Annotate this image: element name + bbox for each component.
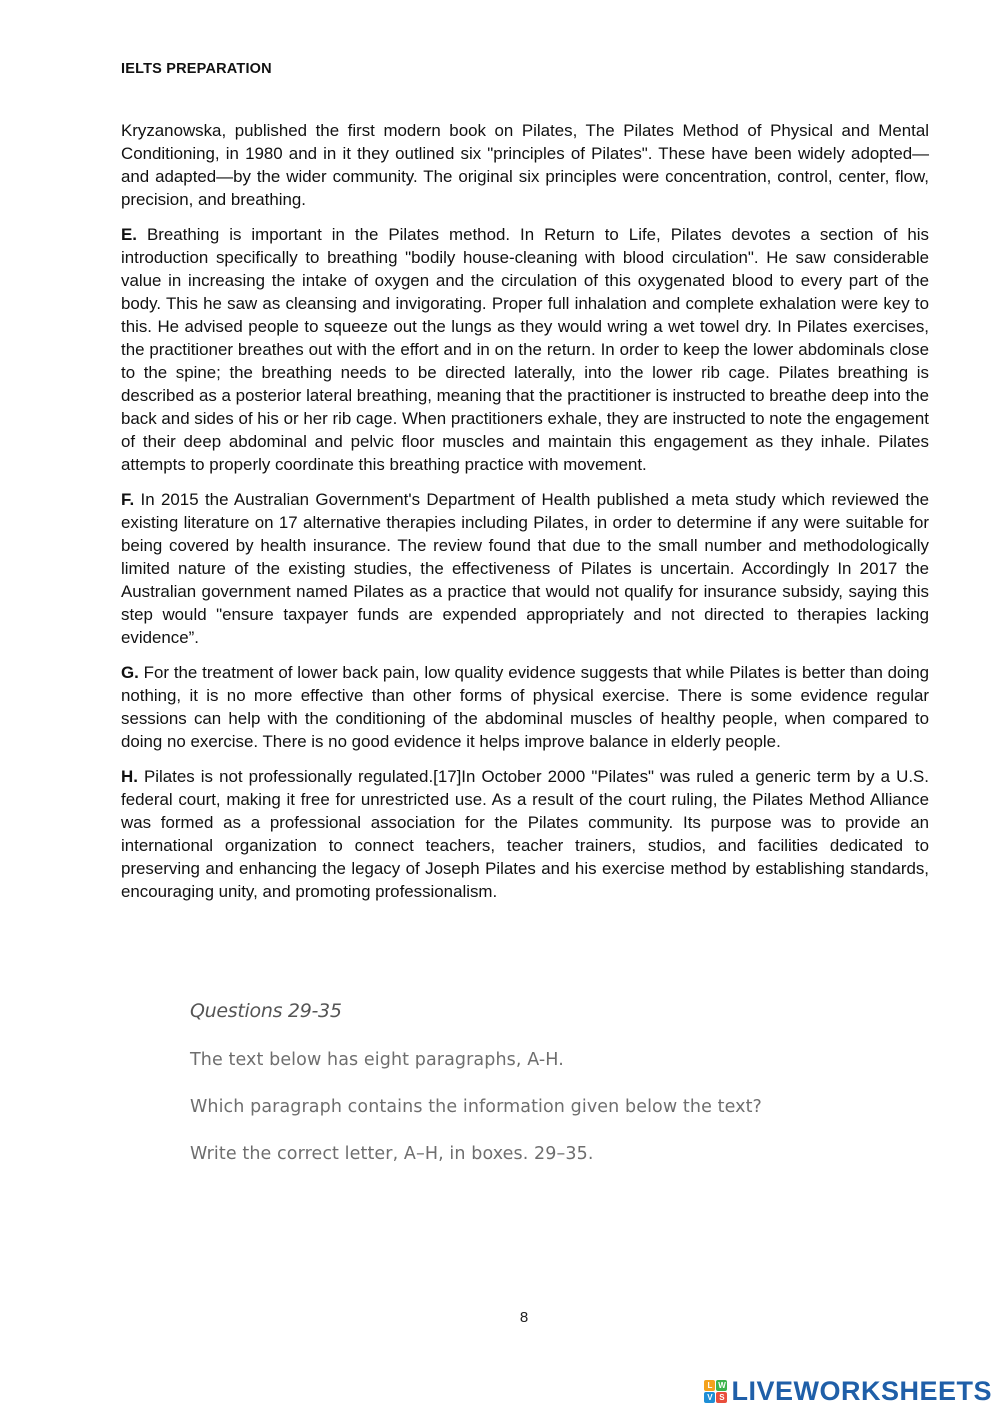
paragraph-text: Pilates is not professionally regulated.[17]In October 2000 "Pilates" was ruled a generic term by a U.S. federal court, making it free for unrestricted use. As a result of the court ruling, the Pilates Method Alliance was formed as a professional association for the Pilates community. Its purpose was to provide an international organization to connect teachers, teacher trainers, studios, and facilities dedicated to preserving and enhancing the legacy of Joseph Pilates and his exercise method by establishing standards, encouraging unity, and promoting professionalism. (121, 767, 929, 901)
liveworksheets-logo[interactable] (704, 1375, 992, 1407)
brand-logo-tile: W (718, 1380, 726, 1390)
questions-instruction: Write the correct letter, A–H, in boxes. 29–35. (190, 1144, 594, 1164)
document-header: IELTS PREPARATION (121, 61, 272, 77)
document-body (121, 119, 929, 915)
brand-logo-tile: V (704, 1392, 715, 1403)
questions-instruction: The text below has eight paragraphs, A-H. (190, 1050, 564, 1070)
paragraph-text: For the treatment of lower back pain, low quality evidence suggests that while Pilates is better than doing nothing, it is no more effective than other forms of physical exercise. There is some evidence regular sessions can help with the conditioning of the abdominal muscles of healthy people, when compared to doing no exercise. There is no good evidence it helps improve balance in elderly people. (121, 663, 929, 751)
intro-paragraph: Kryzanowska, published the first modern book on Pilates, The Pilates Method of Physical and Mental Conditioning, in 1980 and in it they outlined six "principles of Pilates". These have been widely adopted—and adapted—by the wider community. The original six principles were concentration, control, center, flow, precision, and breathing. (121, 121, 929, 209)
paragraph-f (121, 488, 929, 649)
paragraph-e (121, 223, 929, 476)
brand-logo-tile: L (704, 1380, 715, 1391)
paragraph-text: In 2015 the Australian Government's Department of Health published a meta study which reviewed the existing literature on 17 alternative therapies including Pilates, in order to determine if any were suitable for being covered by health insurance. The review found that due to the small number and methodologically limited nature of the existing studies, the effectiveness of Pilates is uncertain. Accordingly In 2017 the Australian government named Pilates as a practice that would not qualify for insurance subsidy, saying this step would "ensure taxpayer funds are expended appropriately and not directed to therapies lacking evidence”. (121, 490, 929, 647)
questions-instruction: Which paragraph contains the information given below the text? (190, 1097, 762, 1117)
page-number: 8 (519, 1309, 529, 1326)
brand-logo-tile: S (716, 1392, 727, 1403)
paragraph-h (121, 765, 929, 903)
paragraph-letter: E. (121, 225, 137, 244)
questions-section (190, 1000, 890, 1191)
paragraph-letter: H. (121, 767, 138, 786)
paragraph-text: Breathing is important in the Pilates method. In Return to Life, Pilates devotes a section of his introduction specifically to breathing "bodily house-cleaning with blood circulation". He saw considerable value in increasing the intake of oxygen and the circulation of this oxygenated blood to every part of the body. This he saw as cleansing and invigorating. Proper full inhalation and complete exhalation were key to this. He advised people to squeeze out the lungs as they would wring a wet towel dry. In Pilates exercises, the practitioner breathes out with the effort and in on the return. In order to keep the lower abdominals close to the spine; the breathing needs to be directed laterally, into the lower rib cage. Pilates breathing is described as a posterior lateral breathing, meaning that the practitioner is instructed to breathe deep into the back and sides of his or her rib cage. When practitioners exhale, they are instructed to note the engagement of their deep abdominal and pelvic floor muscles and maintain this engagement as they inhale. Pilates attempts to properly coordinate this breathing practice with movement. (121, 225, 929, 474)
paragraph-letter: G. (121, 663, 139, 682)
brand-name: LIVEWORKSHEETS (731, 1375, 992, 1406)
paragraph-letter: F. (121, 490, 135, 509)
paragraph-g (121, 661, 929, 753)
questions-title: Questions 29-35 (190, 1000, 342, 1022)
brand-logo-icon (704, 1380, 727, 1403)
